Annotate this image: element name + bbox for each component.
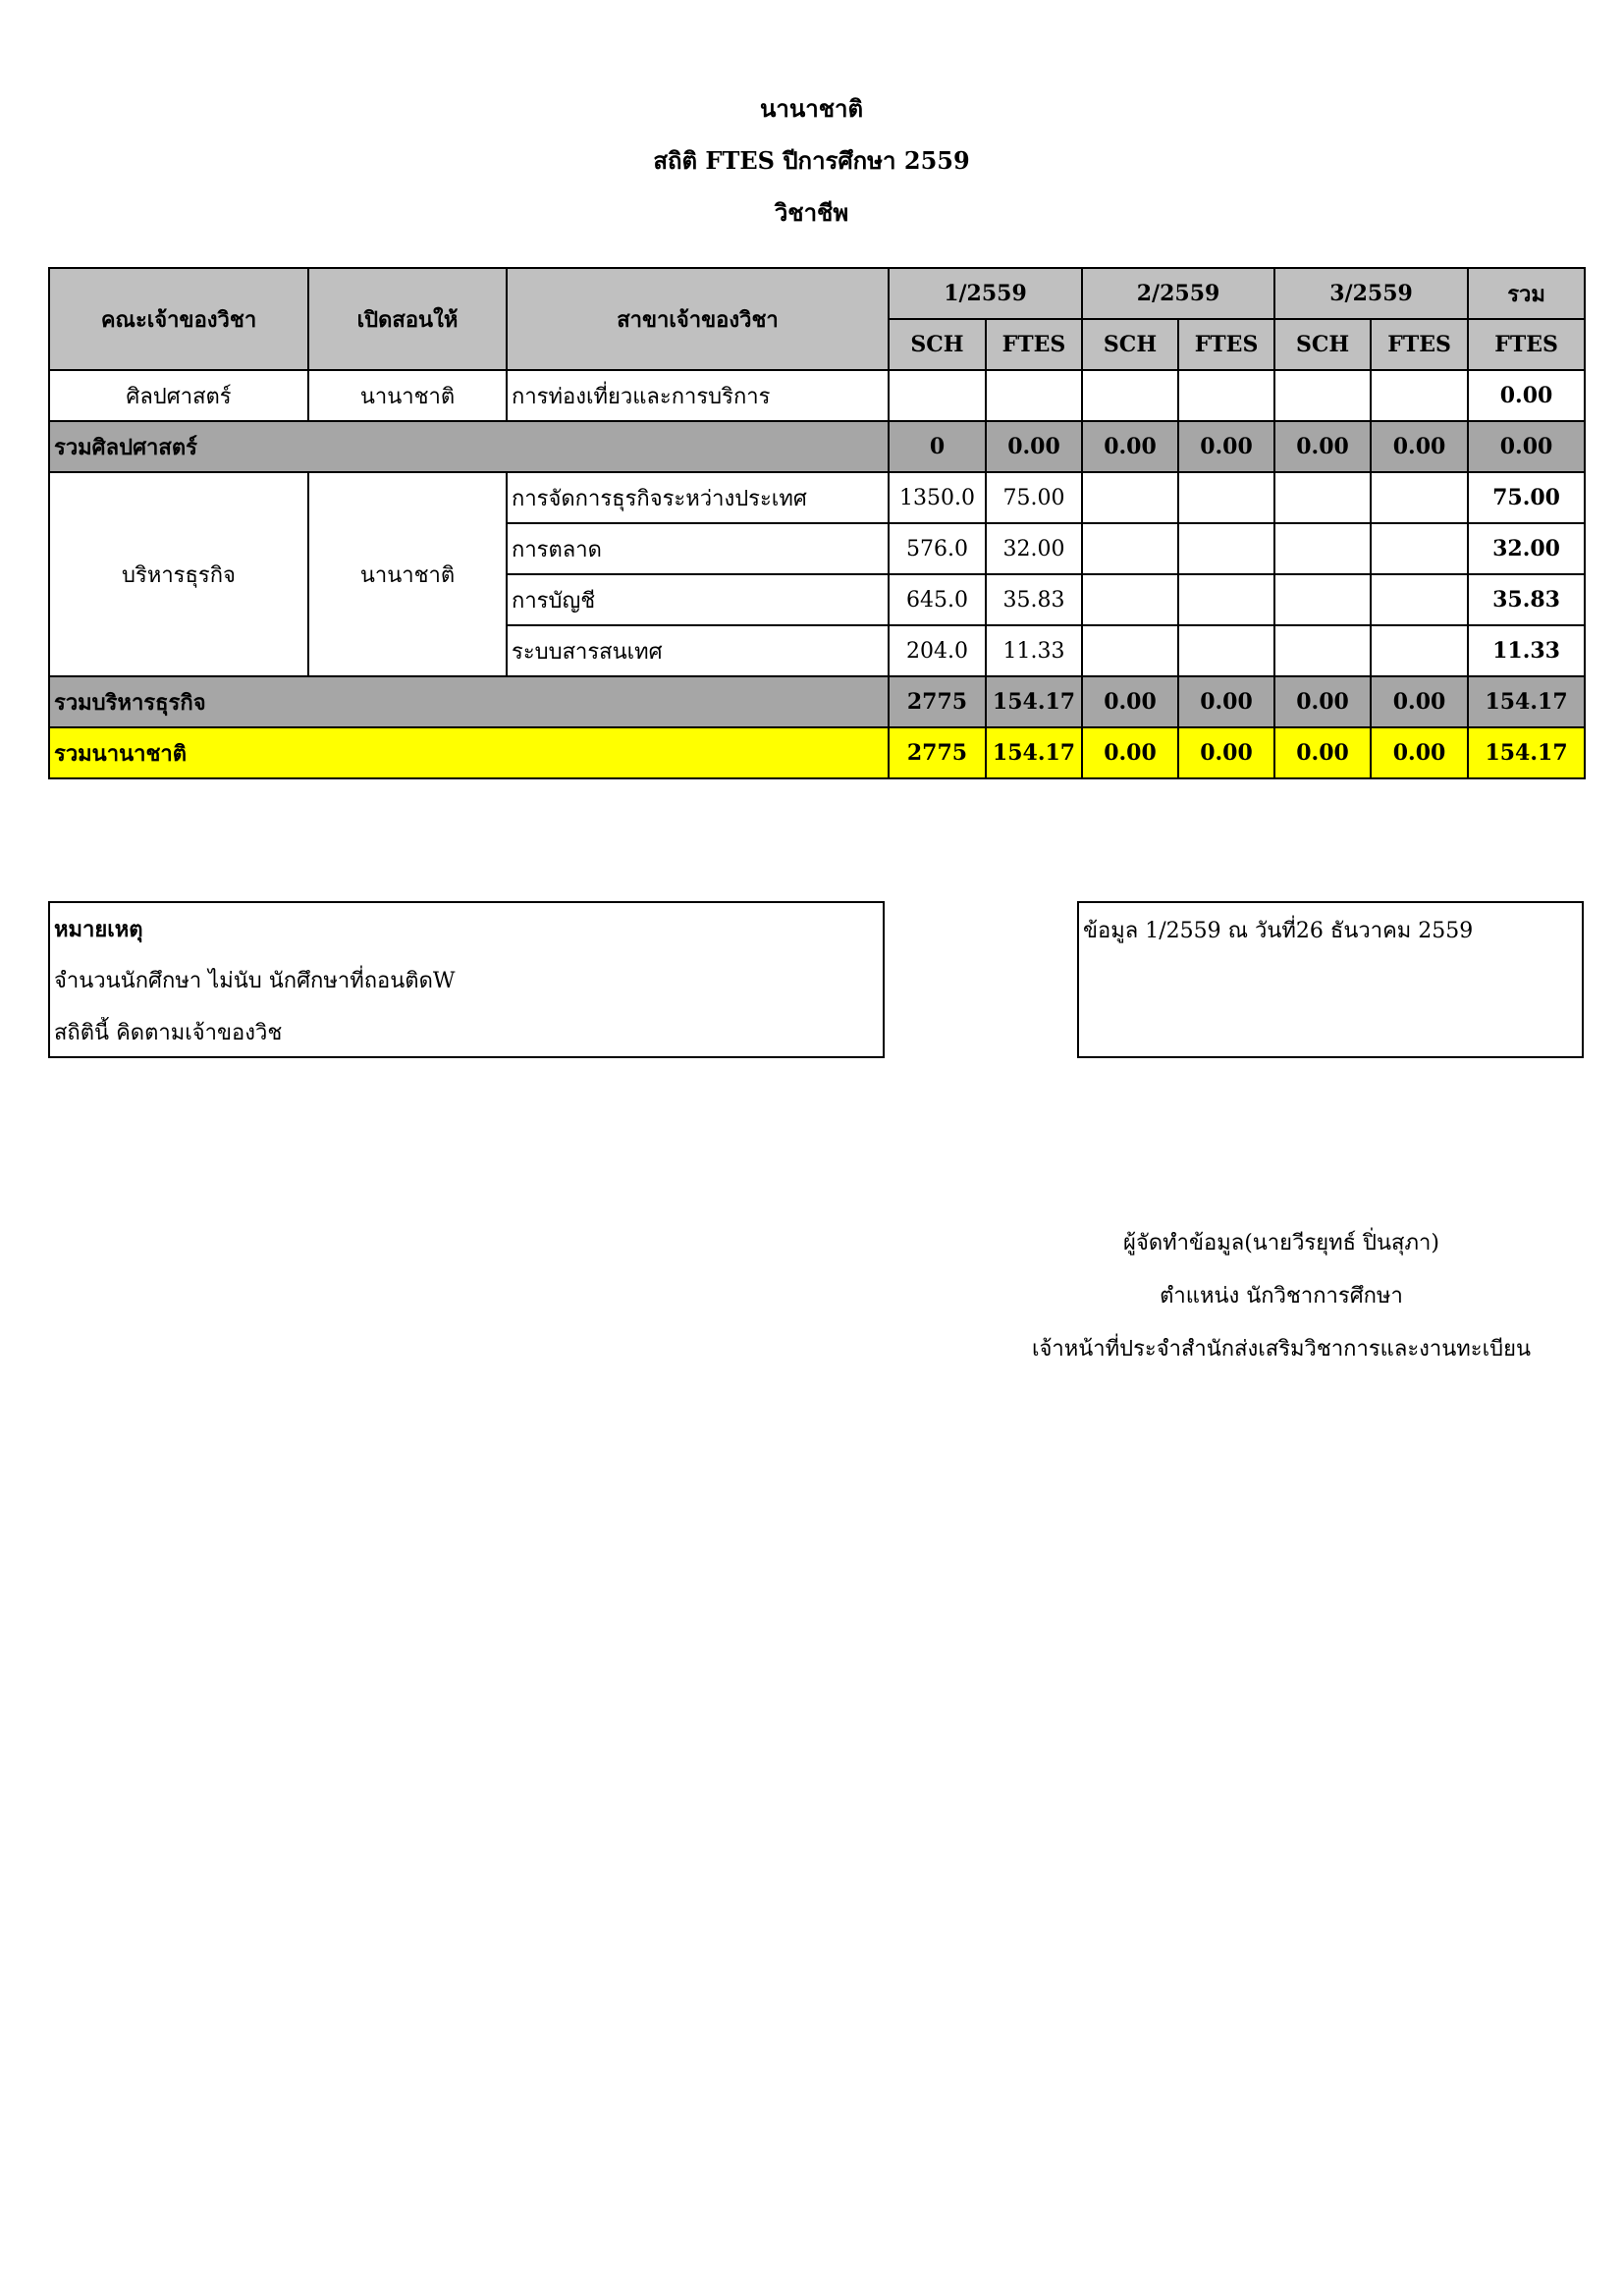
total-ftes-cell: 0.00	[1468, 421, 1585, 472]
header-term-3: 3/2559	[1274, 268, 1468, 319]
branch-cell: การตลาด	[507, 523, 889, 574]
total-ftes-cell: 35.83	[1468, 574, 1585, 625]
report-title-line-1: นานาชาติ	[759, 94, 864, 123]
t3-ftes-cell	[1371, 370, 1468, 421]
open-for-cell: นานาชาติ	[308, 370, 507, 421]
table-row	[49, 370, 1585, 421]
t1-sch-cell: 2775	[889, 727, 986, 778]
t1-sch-cell	[889, 370, 986, 421]
t2-ftes-cell	[1178, 574, 1274, 625]
table-row	[49, 472, 1585, 523]
t2-ftes-cell	[1178, 523, 1274, 574]
t1-sch-cell: 204.0	[889, 625, 986, 676]
t1-sch-cell: 576.0	[889, 523, 986, 574]
t1-ftes-cell: 0.00	[986, 421, 1082, 472]
header-term-2: 2/2559	[1082, 268, 1274, 319]
t3-ftes-cell	[1371, 625, 1468, 676]
t1-ftes-cell: 11.33	[986, 625, 1082, 676]
header-total-ftes: FTES	[1468, 319, 1585, 370]
t2-sch-cell: 0.00	[1082, 727, 1178, 778]
t1-sch-cell: 645.0	[889, 574, 986, 625]
t1-sch-cell: 1350.0	[889, 472, 986, 523]
branch-cell: การท่องเที่ยวและการบริการ	[507, 370, 889, 421]
t1-ftes-cell: 32.00	[986, 523, 1082, 574]
notes-heading: หมายเหตุ	[54, 917, 143, 942]
t3-sch-cell	[1274, 523, 1371, 574]
t3-ftes-cell: 0.00	[1371, 676, 1468, 727]
t2-sch-cell	[1082, 370, 1178, 421]
header-open-for: เปิดสอนให้	[308, 268, 507, 370]
notes-line-1: จำนวนนักศึกษา ไม่นับ นักศึกษาที่ถอนติดW	[54, 969, 456, 993]
t3-ftes-cell	[1371, 472, 1468, 523]
t2-sch-cell: 0.00	[1082, 421, 1178, 472]
t3-ftes-cell: 0.00	[1371, 727, 1468, 778]
t1-ftes-cell: 75.00	[986, 472, 1082, 523]
report-title-line-2: สถิติ FTES ปีการศึกษา 2559	[653, 146, 970, 175]
header-faculty: คณะเจ้าของวิชา	[49, 268, 308, 370]
branch-cell: ระบบสารสนเทศ	[507, 625, 889, 676]
data-date-text: ข้อมูล 1/2559 ณ วันที่26 ธันวาคม 2559	[1083, 919, 1474, 943]
t3-sch-cell: 0.00	[1274, 421, 1371, 472]
header-t1-ftes: FTES	[986, 319, 1082, 370]
faculty-cell: บริหารธุรกิจ	[49, 472, 308, 676]
t2-ftes-cell	[1178, 625, 1274, 676]
header-t3-sch: SCH	[1274, 319, 1371, 370]
t3-ftes-cell	[1371, 523, 1468, 574]
total-ftes-cell: 11.33	[1468, 625, 1585, 676]
subtotal-label: รวมบริหารธุรกิจ	[49, 676, 889, 727]
header-term-1: 1/2559	[889, 268, 1082, 319]
t1-ftes-cell: 154.17	[986, 676, 1082, 727]
t3-sch-cell	[1274, 625, 1371, 676]
t2-sch-cell	[1082, 625, 1178, 676]
t1-ftes-cell: 154.17	[986, 727, 1082, 778]
header-total: รวม	[1468, 268, 1585, 319]
signature-line-1: ผู้จัดทำข้อมูล(นายวีรยุทธ์ ปิ่นสุภา)	[1123, 1231, 1439, 1255]
signature-line-2: ตำแหน่ง นักวิชาการศึกษา	[1160, 1284, 1403, 1308]
t3-sch-cell: 0.00	[1274, 676, 1371, 727]
t2-ftes-cell	[1178, 370, 1274, 421]
open-for-cell: นานาชาติ	[308, 472, 507, 676]
t2-sch-cell	[1082, 472, 1178, 523]
t1-sch-cell: 0	[889, 421, 986, 472]
branch-cell: การบัญชี	[507, 574, 889, 625]
faculty-cell: ศิลปศาสตร์	[49, 370, 308, 421]
ftes-table	[48, 267, 1586, 779]
total-ftes-cell: 75.00	[1468, 472, 1585, 523]
header-t3-ftes: FTES	[1371, 319, 1468, 370]
t3-sch-cell	[1274, 574, 1371, 625]
t2-sch-cell	[1082, 523, 1178, 574]
t1-ftes-cell	[986, 370, 1082, 421]
t2-sch-cell	[1082, 574, 1178, 625]
report-title-line-3: วิชาชีพ	[774, 198, 849, 227]
t2-ftes-cell: 0.00	[1178, 676, 1274, 727]
signature-line-3: เจ้าหน้าที่ประจำสำนักส่งเสริมวิชาการและงานทะเบียน	[1031, 1337, 1532, 1362]
t3-sch-cell	[1274, 472, 1371, 523]
total-ftes-cell: 154.17	[1468, 676, 1585, 727]
grand-total-row	[49, 727, 1585, 778]
t3-sch-cell	[1274, 370, 1371, 421]
grand-total-label: รวมนานาชาติ	[49, 727, 889, 778]
t2-ftes-cell	[1178, 472, 1274, 523]
subtotal-label: รวมศิลปศาสตร์	[49, 421, 889, 472]
t2-sch-cell: 0.00	[1082, 676, 1178, 727]
t3-ftes-cell: 0.00	[1371, 421, 1468, 472]
t3-sch-cell: 0.00	[1274, 727, 1371, 778]
branch-cell: การจัดการธุรกิจระหว่างประเทศ	[507, 472, 889, 523]
notes-line-2: สถิตินี้ คิดตามเจ้าของวิช	[54, 1021, 283, 1045]
header-t2-sch: SCH	[1082, 319, 1178, 370]
t2-ftes-cell: 0.00	[1178, 421, 1274, 472]
header-t2-ftes: FTES	[1178, 319, 1274, 370]
signature-block	[982, 1217, 1581, 1376]
subtotal-row-arts	[49, 421, 1585, 472]
report-titles	[0, 82, 1623, 239]
t1-ftes-cell: 35.83	[986, 574, 1082, 625]
table-header-row-1	[49, 268, 1585, 319]
header-t1-sch: SCH	[889, 319, 986, 370]
t3-ftes-cell	[1371, 574, 1468, 625]
data-date-box	[1077, 901, 1584, 1058]
total-ftes-cell: 32.00	[1468, 523, 1585, 574]
subtotal-row-business	[49, 676, 1585, 727]
notes-box	[48, 901, 885, 1058]
header-branch: สาขาเจ้าของวิชา	[507, 268, 889, 370]
t1-sch-cell: 2775	[889, 676, 986, 727]
total-ftes-cell: 154.17	[1468, 727, 1585, 778]
t2-ftes-cell: 0.00	[1178, 727, 1274, 778]
total-ftes-cell: 0.00	[1468, 370, 1585, 421]
